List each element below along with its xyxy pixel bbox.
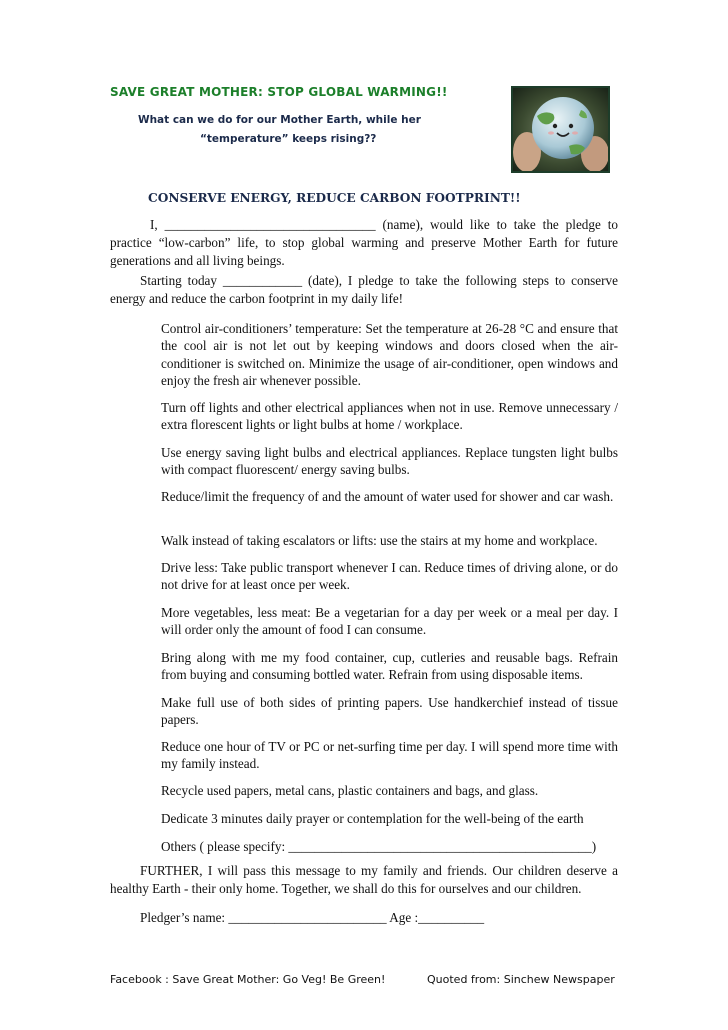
section-heading: CONSERVE ENERGY, REDUCE CARBON FOOTPRINT!! <box>148 191 521 205</box>
list-item: Others ( please specify: ______________________________________________) <box>161 839 597 854</box>
list-item: Bring along with me my food container, cup, cutleries and reusable bags. Refrain from buying and consuming bottled water. Refrain from using disposable items. <box>161 650 618 683</box>
list-item: Make full use of both sides of printing papers. Use handkerchief instead of tissue papers. <box>161 695 618 728</box>
list-item: Control air-conditioners’ temperature: Set the temperature at 26-28 °C and ensure that the cool air is not let out by keeping windows and doors closed when the air-conditioner is switched on. Minimize the usage of air-conditioner, open windows and enjoy the fresh air whenever possible. <box>161 321 618 389</box>
subtitle-line-2: “temperature” keeps rising?? <box>200 133 377 145</box>
list-item: Reduce/limit the frequency of and the amount of water used for shower and car wash. <box>161 489 614 504</box>
list-item: Reduce one hour of TV or PC or net-surfing time per day. I will spend more time with my family instead. <box>161 739 618 772</box>
start-text: Starting today ____________ (date), I pledge to take the following steps to conserve energy and reduce the carbon footprint in my daily life! <box>110 273 618 306</box>
footer-source: Quoted from: Sinchew Newspaper <box>427 973 615 986</box>
start-paragraph <box>110 272 618 308</box>
list-item: Dedicate 3 minutes daily prayer or contemplation for the well-being of the earth <box>161 811 584 826</box>
list-item: Turn off lights and other electrical appliances when not in use. Remove unnecessary / extra florescent lights or light bulbs at home / workplace. <box>161 400 618 433</box>
pledge-text: I, ________________________________ (name), would like to take the pledge to practice “low-carbon” life, to stop global warming and preserve Mother Earth for future generations and all living beings. <box>110 217 618 268</box>
footer-facebook: Facebook : Save Great Mother: Go Veg! Be Green! <box>110 973 386 986</box>
list-item: Drive less: Take public transport whenever I can. Reduce times of driving alone, or do not drive for at least once per week. <box>161 560 618 593</box>
document-title: SAVE GREAT MOTHER: STOP GLOBAL WARMING!! <box>110 85 448 99</box>
pledger-name-line: Pledger’s name: ________________________ Age :__________ <box>140 910 485 925</box>
document-subtitle <box>138 111 498 149</box>
smiling-earth-icon <box>513 88 608 171</box>
list-item: More vegetables, less meat: Be a vegetarian for a day per week or a meal per day. I will order only the amount of food I can consume. <box>161 605 618 638</box>
subtitle-line-1: What can we do for our Mother Earth, while her <box>138 114 421 126</box>
further-text: FURTHER, I will pass this message to my family and friends. Our children deserve a healthy Earth - their only home. Together, we shall do this for ourselves and our children. <box>110 863 618 896</box>
earth-plush-photo <box>511 86 610 173</box>
pledge-paragraph <box>110 216 618 270</box>
list-item: Walk instead of taking escalators or lifts: use the stairs at my home and workplace. <box>161 533 598 548</box>
list-item: Use energy saving light bulbs and electrical appliances. Replace tungsten light bulbs with compact fluorescent/ energy saving bulbs. <box>161 445 618 478</box>
list-item: Recycle used papers, metal cans, plastic containers and bags, and glass. <box>161 783 539 798</box>
further-paragraph <box>110 862 618 898</box>
